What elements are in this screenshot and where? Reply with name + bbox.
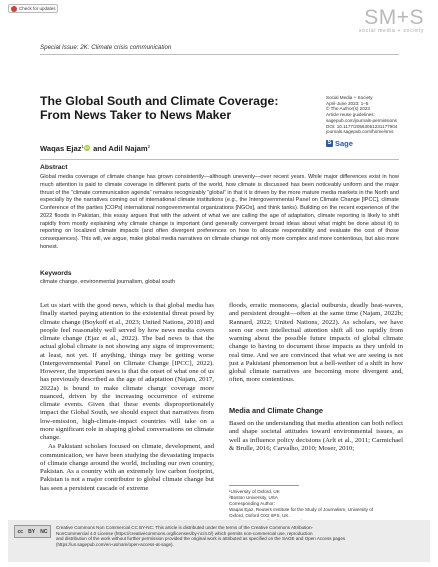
author-2-name: and Adil Najam <box>93 144 148 153</box>
affiliation-2: ²Boston University, USA <box>229 495 278 501</box>
body-paragraph: Based on the understanding that media attention can both reflect and shape societal attitudes toward environmental issues, as well as influence policy decisions (Arlt et al., 2011; Carmichael & Brulle, 2016; Carvalho, 2010; Moser, 2010; <box>229 420 403 452</box>
sage-icon: S <box>327 140 332 146</box>
author-line <box>40 144 150 153</box>
article-title <box>40 94 290 122</box>
body-paragraph: As Pakistani scholars focused on climate, development, and communication, we have been studying the devastating impacts of climate change around the world, including our own country, Pakistan. As a country with an extremely low carbon footprint, Pakistan is not a major contributor to global climate change but has seen a persistent cascade of extreme <box>40 443 214 492</box>
header-divider <box>40 54 399 55</box>
footnote-divider <box>229 485 299 486</box>
abstract-heading: Abstract <box>40 164 68 171</box>
meta-homepage-link[interactable]: journals.sagepub.com/home/sms <box>326 129 394 135</box>
publisher-name: Sage <box>335 139 353 148</box>
journal-logo-mark: SM+S <box>364 6 424 29</box>
license-line[interactable]: NonCommercial 4.0 License (https://creativecommons.org/licenses/by-nc/4.0/) which permits non-commercial use, reproduction <box>56 530 313 536</box>
meta-copyright: © The Author(s) 2023 <box>326 106 370 112</box>
license-text <box>56 525 424 547</box>
section-heading: Media and Climate Change <box>229 406 324 415</box>
meta-journal: Social Media + Society <box>326 95 373 100</box>
meta-issue: April-June 2023: 1–5 <box>326 100 369 106</box>
update-check-icon <box>11 6 17 12</box>
journal-logo-tagline: social media + society <box>358 28 424 34</box>
journal-metadata <box>326 95 416 135</box>
meta-permissions-link[interactable]: sagepub.com/journals-permissions <box>326 117 397 123</box>
affiliation-1: ¹University of Oxford, UK <box>229 489 280 494</box>
license-line[interactable]: (https://us.sagepub.com/en-us/nam/open-access-at-sage). <box>56 541 174 547</box>
author-1-affil: 1 <box>81 144 84 149</box>
meta-reuse: Article reuse guidelines: <box>326 112 375 118</box>
meta-doi[interactable]: DOI: 10.1177/20563051231177904 <box>326 123 398 129</box>
body-paragraph: floods, erratic monsoons, glacial outbursts, deadly heat-waves, and persistent drought—often at the same time (Najam, 2022b; Rannard, 2022; United Nations, 2022). As scholars, we have seen our own intellectual attention shift all too rapidly from warning about the possible future impacts of global climate change to having to document those impacts as they unfold in real time. And we are convinced that what we are seeing is not just a Pakistani phenomenon but a bell-wether of a shift in how global climate narratives are becoming more divergent and, often, more contentious. <box>229 302 403 384</box>
corresponding-label: Corresponding Author: <box>229 501 275 507</box>
abstract-text: Global media coverage of climate change has grown consistently—although unevenly—over recent years. While major differences exist in how much attention is paid to climate coverage in different parts of the world, how climate is discussed has been noticeably uniform and the major thrust of the “climate communication agenda” remains recognizably “global” in that it is driven by the more mature media markets in the North and especially by the narratives coming out of international climate institutions (e.g., the Intergovernmental Panel on Climate Change [IPCC], climate Conference of the parties [COPs] international nongovernmental organizations [NGOs], and think tanks). Building on the recent experience of the 2022 floods in Pakistan, this essay argues that with the advent of what we are calling the age of adaptation, climate reporting is likely to shift rapidly from mostly explaining why climate change is important (and generally convergent broad ideas about what might be done about it) to reporting on localized climate impacts (and often divergent preferences on how to allocate responsibility and evaluate the cost of those consequences). This will, we argue, make global media narratives on climate change not only more complex and more contentious, but also more honest. <box>40 174 399 250</box>
author-1-name: Waqas Ejaz <box>40 144 82 153</box>
cc-license-icon[interactable] <box>14 525 51 538</box>
license-line: Creative Commons Non Commercial CC BY-NC: This article is distributed under the terms of the Creative Commons Attribution- <box>56 525 313 530</box>
title-line-1: The Global South and Climate Coverage: <box>40 94 279 108</box>
keywords-text: climate change, environmental journalism, global south <box>40 279 176 285</box>
body-left-column <box>40 302 214 494</box>
journal-logo <box>359 8 424 34</box>
cc-by-mark: BY <box>28 528 36 535</box>
corresponding-author: Waqas Ejaz, Reuters Institute for the Study of Journalism, University of <box>229 507 374 513</box>
cc-mark: cc <box>17 528 24 535</box>
body-paragraph: Let us start with the good news, which is that global media has finally started paying attention to the existential threat posed by climate change (Boykoff et al., 2023; United Nations, 2018) and people feel reasonably well served by how news media covers climate change (Ejaz et al., 2022). The bad news is that the actual global climate is not showing any signs of improvement; at least, not yet. If anything, things may be getting worse (Intergovernmental Panel on Climate Change [IPCC], 2022). However, the important news is that the onset of what one of us has previously described as the age of adaptation (Najam, 2017, 2022a) is bound to make climate change coverage more nuanced, driven by the increasing occurrence of extreme climate events. Given that these events disproportionately impact the Global South, we should expect that narratives from low-emission, high-climate-impact countries will take on a more significant role in shaping global conversations on climate change. <box>40 302 214 441</box>
check-for-updates-badge[interactable] <box>8 4 58 13</box>
abstract-divider <box>40 159 399 160</box>
license-line: and distribution of the work without further permission provided the original work is attributed as specified on the SAGE and Open Access pages <box>56 536 346 542</box>
corresponding-address: Oxford, Oxford OX2 6PS, UK. <box>229 513 290 519</box>
orcid-icon[interactable]: iD <box>85 146 89 150</box>
author-2-affil: 2 <box>147 144 151 149</box>
publisher-logo <box>326 139 353 148</box>
check-for-updates-label: Check for updates <box>19 6 56 11</box>
special-issue-label: Special Issue: 2K: Climate crisis communication <box>40 44 172 51</box>
title-line-2: From News Taker to News Maker <box>40 108 232 123</box>
body-right-column <box>229 302 403 385</box>
keywords-heading: Keywords <box>40 270 72 277</box>
cc-nc-mark: NC <box>40 528 48 535</box>
